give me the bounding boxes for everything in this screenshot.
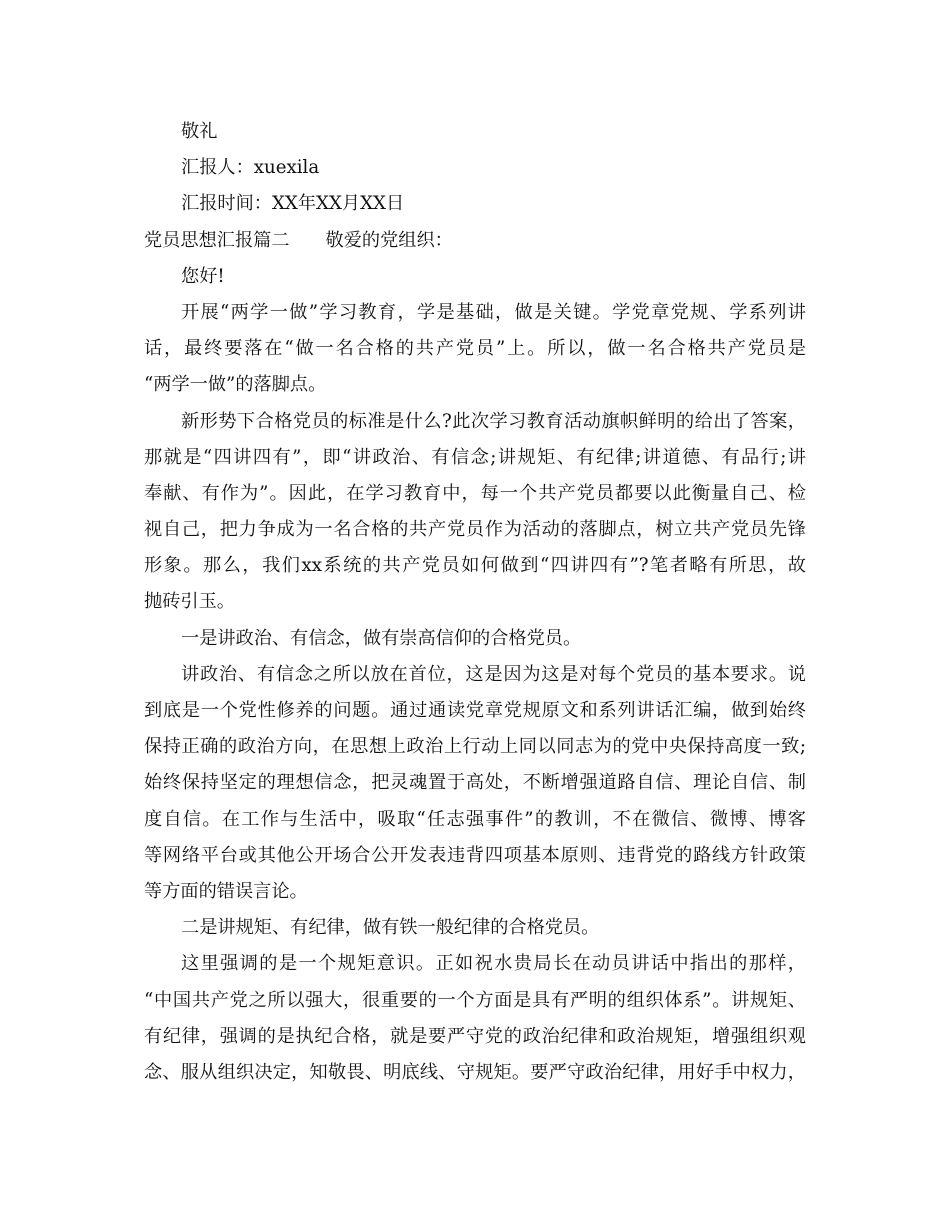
paragraph-line: 开展“两学一做”学习教育，学是基础，做是关键。学党章党规、学系列讲 — [181, 301, 806, 323]
paragraph-line: 奉献、有作为”。因此，在学习教育中，每一个共产党员都要以此衡量自己、检 — [144, 482, 806, 504]
paragraph-line: “中国共产党之所以强大，很重要的一个方面是具有严明的组织体系”。讲规矩、 — [144, 989, 806, 1011]
reporter-line: 汇报人：xuexila — [181, 157, 320, 179]
paragraph-line: 始终保持坚定的理想信念，把灵魂置于高处，不断增强道路自信、理论自信、制 — [144, 772, 806, 794]
paragraph-line: 新形势下合格党员的标准是什么?此次学习教育活动旗帜鲜明的给出了答案， — [181, 410, 806, 432]
paragraph-line: 那就是“四讲四有”，即“讲政治、有信念;讲规矩、有纪律;讲道德、有品行;讲 — [144, 446, 806, 468]
paragraph-line: 度自信。在工作与生活中，吸取“任志强事件”的教训，不在微信、微博、博客 — [144, 808, 806, 830]
paragraph-line: 有纪律，强调的是执纪合格，就是要严守党的政治纪律和政治规矩，增强组织观 — [144, 1025, 806, 1047]
paragraph-line: 等方面的错误言论。 — [144, 880, 308, 902]
paragraph-line: 话，最终要落在“做一名合格的共产党员”上。所以，做一名合格共产党员是 — [144, 338, 806, 360]
paragraph-line: 保持正确的政治方向，在思想上政治上行动上同以同志为的党中央保持高度一致; — [144, 736, 806, 758]
point-heading-2: 二是讲规矩、有纪律，做有铁一般纪律的合格党员。 — [181, 917, 600, 939]
section-heading-row — [144, 223, 806, 259]
addressee: 敬爱的党组织： — [325, 229, 453, 251]
paragraph-line: 抛砖引玉。 — [144, 591, 235, 613]
paragraph-line: 这里强调的是一个规矩意识。正如祝水贵局长在动员讲话中指出的那样， — [181, 953, 806, 975]
report-time-line: 汇报时间：XX年XX月XX日 — [181, 193, 405, 215]
paragraph-line: 等网络平台或其他公开场合公开发表违背四项基本原则、违背党的路线方针政策 — [144, 844, 806, 866]
greeting: 您好! — [181, 265, 225, 287]
document-body — [144, 114, 806, 1091]
section-title: 党员思想汇报篇二 — [144, 229, 290, 251]
paragraph-line: 念、服从组织决定，知敬畏、明底线、守规矩。要严守政治纪律，用好手中权力， — [144, 1061, 806, 1083]
paragraph-line: 到底是一个党性修养的问题。通过通读党章党规原文和系列讲话汇编，做到始终 — [144, 700, 806, 721]
paragraph-line: 视自己，把力争成为一名合格的共产党员作为活动的落脚点，树立共产党员先锋 — [144, 519, 806, 541]
paragraph-line: “两学一做”的落脚点。 — [144, 374, 327, 396]
closing-salute: 敬礼 — [181, 121, 218, 142]
paragraph-line: 形象。那么，我们xx系统的共产党员如何做到“四讲四有”?笔者略有所思，故 — [144, 555, 806, 577]
paragraph-line: 讲政治、有信念之所以放在首位，这是因为这是对每个党员的基本要求。说 — [181, 663, 806, 685]
point-heading-1: 一是讲政治、有信念，做有崇高信仰的合格党员。 — [181, 627, 582, 649]
